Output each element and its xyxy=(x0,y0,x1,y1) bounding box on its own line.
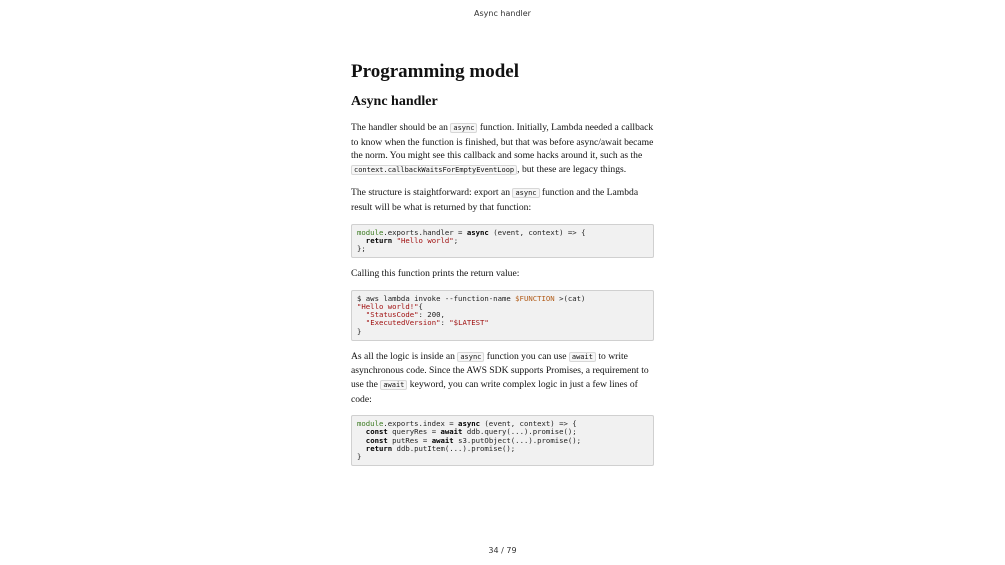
inline-code: context.callbackWaitsForEmptyEventLoop xyxy=(351,165,517,175)
code-block-handler: module.exports.handler = async (event, context) => { return "Hello world"; }; xyxy=(351,224,654,259)
paragraph-calling: Calling this function prints the return value: xyxy=(351,268,520,280)
section-title: Async handler xyxy=(351,94,438,109)
inline-code: await xyxy=(569,352,596,362)
code-block-invoke: $ aws lambda invoke --function-name $FUNCTION >(cat) "Hello world!"{ "StatusCode": 200, "ExecutedVersion": "$LATEST" } xyxy=(351,290,654,341)
document-body xyxy=(351,60,654,475)
page-number: 34 / 79 xyxy=(488,546,517,555)
inline-code: async xyxy=(457,352,484,362)
running-header: Async handler xyxy=(474,9,531,18)
paragraph-structure: The structure is staightforward: export an async function and the Lambda result will be what is returned by that function: xyxy=(351,187,639,213)
paragraph-handler-intro: The handler should be an async function. Initially, Lambda needed a callback to know when the function is finished, but that was before async/await became the norm. You might see this callback and some hacks around it, such as the context.callbackWaitsForEmptyEventLoop , but these are legacy things. xyxy=(351,122,654,175)
chapter-title: Programming model xyxy=(351,61,519,82)
inline-code: async xyxy=(512,188,539,198)
inline-code: await xyxy=(380,380,407,390)
code-block-index: module.exports.index = async (event, context) => { const queryRes = await ddb.query(...).promise(); const putRes = await s3.putObject(...).promise(); return ddb.putItem(...).promise(); } xyxy=(351,415,654,466)
inline-code: async xyxy=(450,123,477,133)
paragraph-await: As all the logic is inside an async function you can use await to write asynchronous code. Since the AWS SDK supports Promises, a requirement to use the await keyword, you can write complex logic in just a few lines of code: xyxy=(351,350,649,405)
